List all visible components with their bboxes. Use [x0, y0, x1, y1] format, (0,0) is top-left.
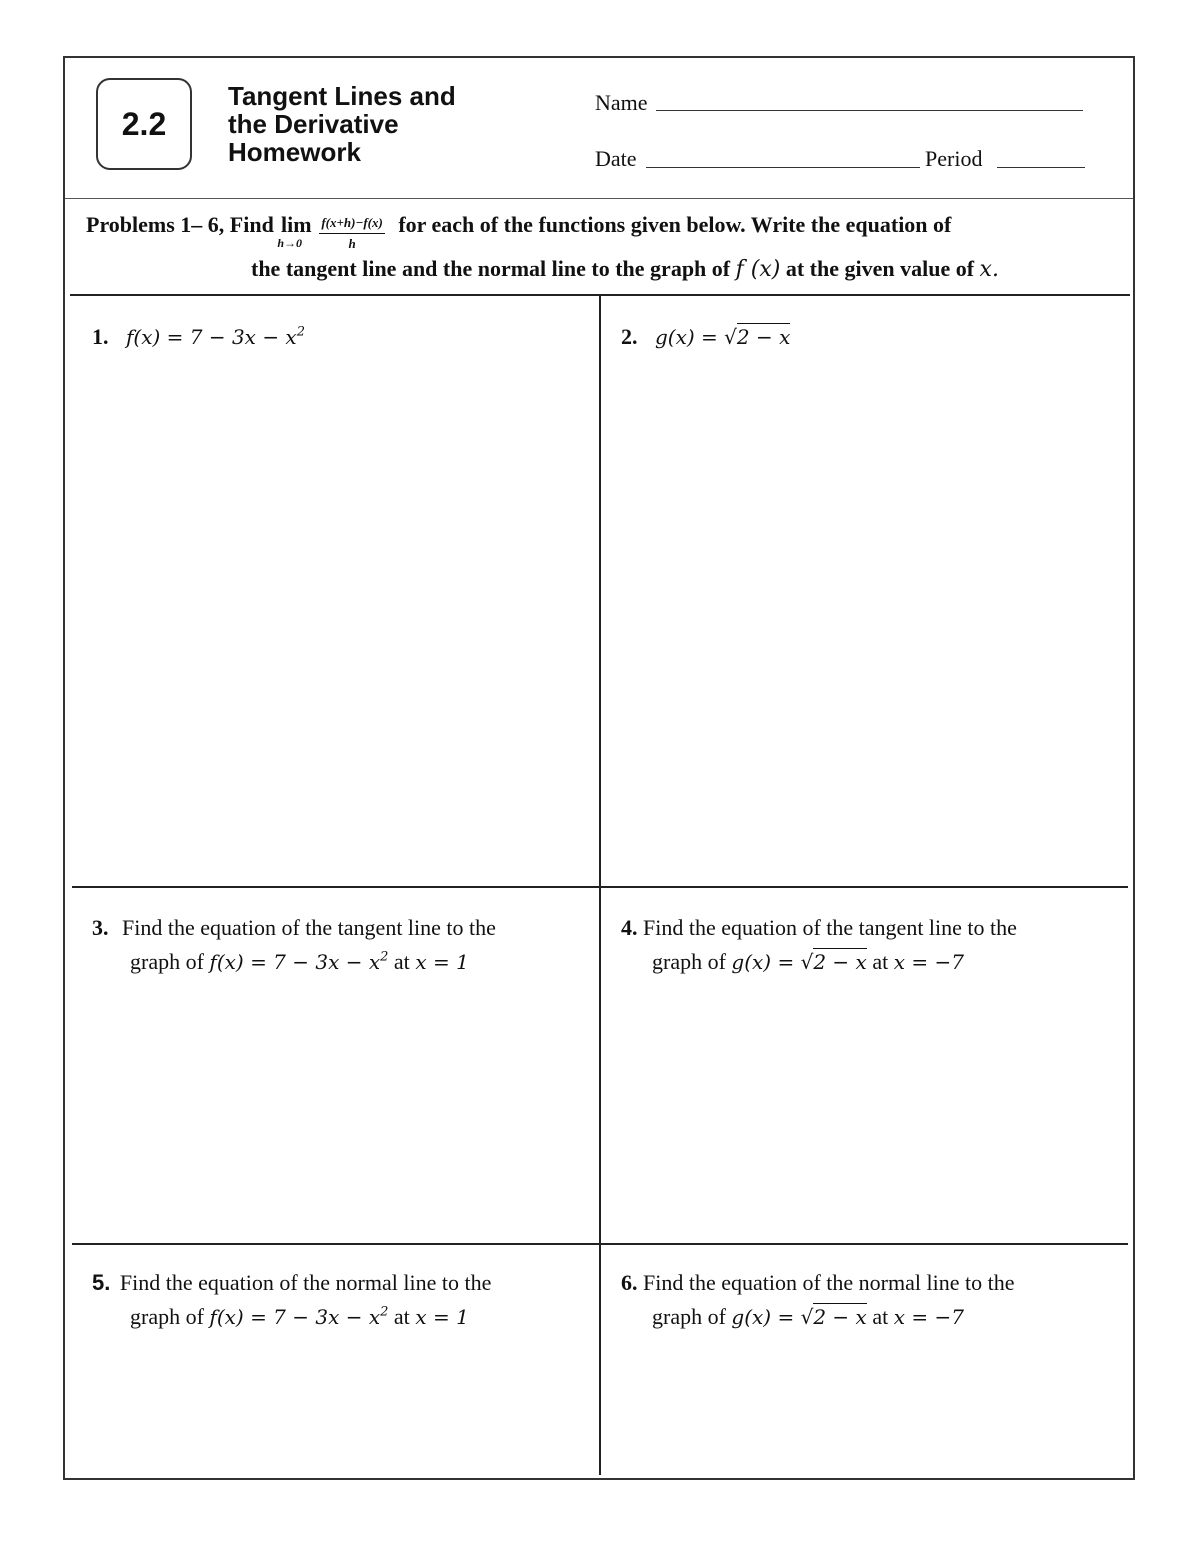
problem-text: graph of [130, 949, 204, 974]
problem-function: f(x) = 7 − 3x − x [209, 950, 381, 974]
problem-text: Find the equation of the tangent line to the [122, 915, 496, 940]
problem-at: at [393, 1304, 410, 1329]
fraction-numerator: f(x+h)−f(x) [319, 215, 385, 234]
exponent: 2 [380, 949, 389, 965]
problem-at: at [872, 949, 889, 974]
problem-1 [92, 324, 305, 350]
section-number-box [96, 78, 192, 170]
title-line: the Derivative [228, 109, 399, 139]
problem-number: 3. [92, 915, 109, 940]
problem-function: g(x) = √ [731, 950, 814, 974]
instructions-prefix: Problems 1– 6, Find [86, 212, 274, 237]
problem-text: Find the equation of the tangent line to the [643, 915, 1017, 940]
problem-number: 1. [92, 324, 109, 349]
name-label: Name [595, 90, 648, 115]
problem-text: Find the equation of the normal line to the [643, 1270, 1015, 1295]
exponent: 2 [380, 1304, 389, 1320]
problem-2 [621, 324, 790, 350]
problem-text: Find the equation of the normal line to the [119, 1270, 492, 1295]
column-divider [599, 295, 601, 1475]
problem-6 [621, 1270, 1014, 1330]
instructions-suffix: for each of the functions given below. Write the equation of [398, 212, 952, 237]
instructions-variable: x. [979, 257, 999, 282]
problem-number: 5. [92, 1270, 111, 1295]
problem-at: at [872, 1304, 889, 1329]
name-blank[interactable] [656, 110, 1083, 111]
problem-text: graph of [652, 949, 726, 974]
limit-subscript: h→0 [277, 236, 303, 250]
problem-number: 4. [621, 915, 638, 940]
problem-point: x = −7 [893, 950, 964, 974]
period-label: Period [925, 146, 983, 171]
radicand: 2 − x [736, 325, 791, 349]
instructions-function: f (x) [735, 257, 781, 282]
problem-function: f(x) = 7 − 3x − x [209, 1305, 381, 1329]
radicand: 2 − x [813, 1305, 867, 1329]
radicand: 2 − x [813, 950, 867, 974]
date-label: Date [595, 146, 637, 171]
problem-text: graph of [130, 1304, 204, 1329]
fraction-denominator: h [348, 236, 356, 251]
limit-operator: lim h→0 [277, 212, 312, 250]
problem-function: g(x) = √ [731, 1305, 814, 1329]
instructions-line2: the tangent line and the normal line to the graph of [251, 256, 731, 281]
title-line: Tangent Lines and [228, 81, 456, 111]
worksheet-title [228, 82, 456, 166]
difference-quotient [319, 215, 385, 252]
problem-4 [621, 915, 1017, 975]
section-number: 2.2 [121, 105, 167, 142]
instructions-line2-b: at the given value of [785, 256, 975, 281]
period-blank[interactable] [997, 167, 1085, 168]
problem-number: 2. [621, 324, 638, 349]
problem-point: x = −7 [893, 1305, 964, 1329]
problem-text: graph of [652, 1304, 726, 1329]
problem-function: g(x) = √ [655, 325, 737, 349]
problem-5 [92, 1270, 491, 1330]
problem-point: x = 1 [415, 1305, 469, 1329]
problem-point: x = 1 [415, 950, 469, 974]
title-line: Homework [228, 137, 361, 167]
problem-number: 6. [621, 1270, 638, 1295]
date-blank[interactable] [646, 167, 920, 168]
exponent: 2 [296, 324, 305, 340]
problem-at: at [393, 949, 410, 974]
problem-3 [92, 915, 496, 975]
problem-function: f(x) = 7 − 3x − x [126, 325, 297, 349]
header-divider [65, 198, 1133, 199]
